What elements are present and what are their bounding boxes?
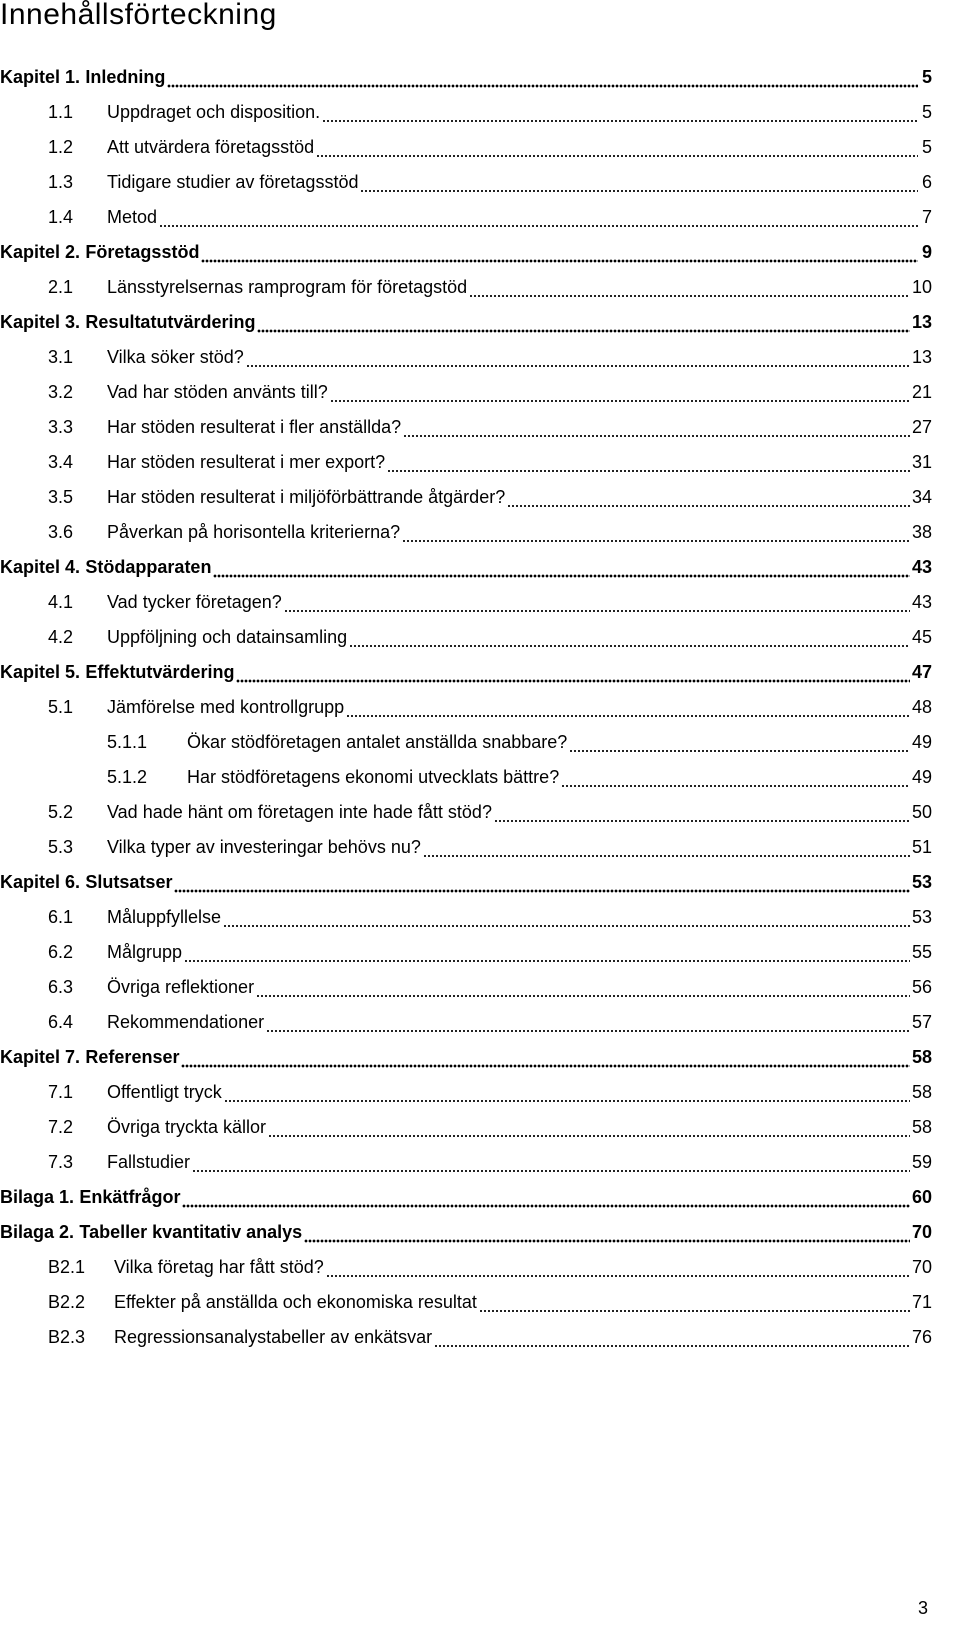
toc-entry-number: 5.1.2 bbox=[107, 767, 148, 787]
toc-section-entry[interactable] bbox=[0, 445, 932, 480]
dot-leader bbox=[349, 634, 910, 648]
toc-entry-number: 1.1 bbox=[48, 102, 74, 122]
dot-leader bbox=[246, 354, 910, 368]
toc-entry-label: Metod bbox=[107, 207, 158, 227]
toc-entry-page: 70 bbox=[911, 1257, 932, 1277]
toc-entry-label: Effekter på anställda och ekonomiska resultat bbox=[114, 1292, 477, 1312]
toc-entry-label: Vilka typer av investeringar behövs nu? bbox=[107, 837, 421, 857]
dot-leader bbox=[402, 529, 910, 543]
toc-entry-page: 5 bbox=[921, 137, 932, 157]
toc-entry-number: 6.4 bbox=[48, 1012, 74, 1032]
toc-entry-page: 43 bbox=[911, 557, 932, 577]
dot-leader bbox=[181, 1054, 909, 1068]
toc-section-entry[interactable] bbox=[0, 1145, 932, 1180]
toc-entry-number: 6.2 bbox=[48, 942, 74, 962]
toc-entry-number: 3.6 bbox=[48, 522, 74, 542]
toc-chapter-entry[interactable] bbox=[0, 865, 932, 900]
toc-entry-number: 7.3 bbox=[48, 1152, 74, 1172]
toc-section-entry[interactable] bbox=[0, 480, 932, 515]
toc-entry-page: 57 bbox=[911, 1012, 932, 1032]
toc-entry-label: Regressionsanalystabeller av enkätsvar bbox=[114, 1327, 433, 1347]
toc-section-entry[interactable] bbox=[0, 270, 932, 305]
toc-entry-number: 3.5 bbox=[48, 487, 74, 507]
toc-entry-page: 58 bbox=[911, 1082, 932, 1102]
toc-entry-page: 9 bbox=[921, 242, 932, 262]
toc-chapter-entry[interactable] bbox=[0, 235, 932, 270]
toc-entry-page: 60 bbox=[911, 1187, 932, 1207]
toc-entry-label: Referenser bbox=[85, 1047, 180, 1067]
dot-leader bbox=[192, 1159, 910, 1173]
toc-section-entry[interactable] bbox=[0, 830, 932, 865]
toc-entry-number: Kapitel 3. bbox=[0, 312, 81, 332]
toc-entry-number: Kapitel 7. bbox=[0, 1047, 81, 1067]
toc-entry-page: 59 bbox=[911, 1152, 932, 1172]
toc-chapter-entry[interactable] bbox=[0, 655, 932, 690]
toc-entry-label: Målgrupp bbox=[107, 942, 183, 962]
page-title: Innehållsförteckning bbox=[0, 0, 277, 31]
dot-leader bbox=[479, 1299, 910, 1313]
toc-entry-label: Offentligt tryck bbox=[107, 1082, 222, 1102]
dot-leader bbox=[182, 1194, 910, 1208]
toc-section-entry[interactable] bbox=[0, 1075, 932, 1110]
toc-section-entry[interactable] bbox=[0, 410, 932, 445]
dot-leader bbox=[257, 319, 910, 333]
toc-entry-number: 5.3 bbox=[48, 837, 74, 857]
toc-entry-number: 4.2 bbox=[48, 627, 74, 647]
toc-section-entry[interactable] bbox=[0, 1285, 932, 1320]
dot-leader bbox=[236, 669, 910, 683]
toc-entry-page: 31 bbox=[911, 452, 932, 472]
toc-entry-number: 6.1 bbox=[48, 907, 74, 927]
dot-leader bbox=[256, 984, 910, 998]
toc-entry-number: 5.1.1 bbox=[107, 732, 148, 752]
toc-entry-page: 47 bbox=[911, 662, 932, 682]
toc-entry-number: B2.1 bbox=[48, 1257, 86, 1277]
toc-entry-label: Fallstudier bbox=[107, 1152, 191, 1172]
dot-leader bbox=[167, 74, 918, 88]
toc-section-entry[interactable] bbox=[0, 515, 932, 550]
toc-entry-page: 45 bbox=[911, 627, 932, 647]
toc-entry-page: 10 bbox=[911, 277, 932, 297]
toc-entry-label: Företagsstöd bbox=[85, 242, 200, 262]
toc-entry-page: 70 bbox=[911, 1222, 932, 1242]
toc-entry-number: 7.2 bbox=[48, 1117, 74, 1137]
toc-section-entry[interactable] bbox=[0, 375, 932, 410]
toc-entry-page: 49 bbox=[911, 732, 932, 752]
toc-entry-number: 3.3 bbox=[48, 417, 74, 437]
table-of-contents bbox=[0, 60, 932, 1355]
toc-entry-page: 53 bbox=[911, 907, 932, 927]
dot-leader bbox=[322, 109, 918, 123]
dot-leader bbox=[184, 949, 910, 963]
toc-entry-label: Har stöden resulterat i miljöförbättrande åtgärder? bbox=[107, 487, 506, 507]
toc-section-entry[interactable] bbox=[0, 690, 932, 725]
toc-entry-label: Uppföljning och datainsamling bbox=[107, 627, 348, 647]
dot-leader bbox=[330, 389, 910, 403]
dot-leader bbox=[469, 284, 910, 298]
dot-leader bbox=[213, 564, 910, 578]
toc-entry-label: Har stöden resulterat i mer export? bbox=[107, 452, 386, 472]
toc-entry-page: 53 bbox=[911, 872, 932, 892]
dot-leader bbox=[223, 914, 910, 928]
toc-section-entry[interactable] bbox=[0, 1320, 932, 1355]
toc-entry-label: Vad tycker företagen? bbox=[107, 592, 282, 612]
toc-entry-page: 55 bbox=[911, 942, 932, 962]
toc-section-entry[interactable] bbox=[0, 1005, 932, 1040]
toc-entry-page: 27 bbox=[911, 417, 932, 437]
toc-entry-number: Kapitel 4. bbox=[0, 557, 81, 577]
toc-entry-number: Kapitel 5. bbox=[0, 662, 81, 682]
toc-entry-page: 50 bbox=[911, 802, 932, 822]
toc-entry-page: 58 bbox=[911, 1047, 932, 1067]
toc-entry-number: B2.3 bbox=[48, 1327, 86, 1347]
toc-entry-page: 5 bbox=[921, 67, 932, 87]
toc-subsection-entry[interactable] bbox=[0, 725, 932, 760]
toc-entry-page: 21 bbox=[911, 382, 932, 402]
dot-leader bbox=[346, 704, 910, 718]
toc-entry-page: 51 bbox=[911, 837, 932, 857]
toc-entry-number: 1.2 bbox=[48, 137, 74, 157]
toc-entry-page: 5 bbox=[921, 102, 932, 122]
toc-entry-number: 1.4 bbox=[48, 207, 74, 227]
page-number: 3 bbox=[917, 1598, 928, 1618]
toc-section-entry[interactable] bbox=[0, 1110, 932, 1145]
toc-entry-label: Enkätfrågor bbox=[79, 1187, 181, 1207]
dot-leader bbox=[224, 1089, 910, 1103]
toc-entry-number: Bilaga 2. bbox=[0, 1222, 75, 1242]
toc-entry-page: 56 bbox=[911, 977, 932, 997]
toc-chapter-entry[interactable] bbox=[0, 60, 932, 95]
dot-leader bbox=[387, 459, 910, 473]
toc-chapter-entry[interactable] bbox=[0, 1180, 932, 1215]
toc-entry-page: 48 bbox=[911, 697, 932, 717]
dot-leader bbox=[304, 1229, 910, 1243]
toc-entry-page: 76 bbox=[911, 1327, 932, 1347]
toc-chapter-entry[interactable] bbox=[0, 550, 932, 585]
toc-section-entry[interactable] bbox=[0, 620, 932, 655]
toc-entry-label: Jämförelse med kontrollgrupp bbox=[107, 697, 345, 717]
toc-entry-page: 43 bbox=[911, 592, 932, 612]
toc-entry-label: Länsstyrelsernas ramprogram för företagstöd bbox=[107, 277, 468, 297]
toc-entry-number: 6.3 bbox=[48, 977, 74, 997]
toc-entry-label: Att utvärdera företagsstöd bbox=[107, 137, 315, 157]
toc-section-entry[interactable] bbox=[0, 165, 932, 200]
toc-section-entry[interactable] bbox=[0, 970, 932, 1005]
toc-entry-number: Bilaga 1. bbox=[0, 1187, 75, 1207]
toc-entry-label: Vad hade hänt om företagen inte hade fått stöd? bbox=[107, 802, 492, 822]
toc-entry-number: 3.1 bbox=[48, 347, 74, 367]
toc-entry-label: Vilka söker stöd? bbox=[107, 347, 244, 367]
toc-entry-page: 34 bbox=[911, 487, 932, 507]
toc-entry-label: Påverkan på horisontella kriterierna? bbox=[107, 522, 401, 542]
dot-leader bbox=[326, 1264, 910, 1278]
toc-entry-label: Effektutvärdering bbox=[85, 662, 235, 682]
toc-entry-number: 1.3 bbox=[48, 172, 74, 192]
toc-entry-label: Inledning bbox=[85, 67, 166, 87]
dot-leader bbox=[569, 739, 910, 753]
toc-entry-number: B2.2 bbox=[48, 1292, 86, 1312]
toc-section-entry[interactable] bbox=[0, 900, 932, 935]
toc-section-entry[interactable] bbox=[0, 935, 932, 970]
toc-entry-label: Ökar stödföretagen antalet anställda snabbare? bbox=[187, 732, 568, 752]
dot-leader bbox=[360, 179, 918, 193]
toc-entry-number: 7.1 bbox=[48, 1082, 74, 1102]
dot-leader bbox=[268, 1124, 910, 1138]
toc-entry-page: 6 bbox=[921, 172, 932, 192]
toc-entry-label: Vilka företag har fått stöd? bbox=[114, 1257, 324, 1277]
toc-entry-page: 7 bbox=[921, 207, 932, 227]
toc-entry-number: Kapitel 2. bbox=[0, 242, 81, 262]
toc-section-entry[interactable] bbox=[0, 95, 932, 130]
toc-entry-label: Resultatutvärdering bbox=[85, 312, 256, 332]
dot-leader bbox=[159, 214, 918, 228]
toc-entry-label: Tidigare studier av företagsstöd bbox=[107, 172, 359, 192]
toc-chapter-entry[interactable] bbox=[0, 1040, 932, 1075]
toc-entry-page: 13 bbox=[911, 312, 932, 332]
toc-subsection-entry[interactable] bbox=[0, 760, 932, 795]
toc-chapter-entry[interactable] bbox=[0, 305, 932, 340]
toc-chapter-entry[interactable] bbox=[0, 1215, 932, 1250]
toc-entry-page: 71 bbox=[911, 1292, 932, 1312]
toc-entry-number: 5.2 bbox=[48, 802, 74, 822]
toc-entry-label: Måluppfyllelse bbox=[107, 907, 222, 927]
toc-section-entry[interactable] bbox=[0, 200, 932, 235]
toc-entry-number: 4.1 bbox=[48, 592, 74, 612]
dot-leader bbox=[201, 249, 918, 263]
toc-entry-page: 38 bbox=[911, 522, 932, 542]
toc-entry-label: Övriga reflektioner bbox=[107, 977, 255, 997]
toc-entry-label: Övriga tryckta källor bbox=[107, 1117, 267, 1137]
dot-leader bbox=[494, 809, 910, 823]
toc-entry-number: 3.4 bbox=[48, 452, 74, 472]
toc-section-entry[interactable] bbox=[0, 1250, 932, 1285]
dot-leader bbox=[423, 844, 910, 858]
toc-section-entry[interactable] bbox=[0, 585, 932, 620]
toc-entry-number: 3.2 bbox=[48, 382, 74, 402]
dot-leader bbox=[507, 494, 910, 508]
toc-entry-label: Uppdraget och disposition. bbox=[107, 102, 321, 122]
toc-entry-page: 49 bbox=[911, 767, 932, 787]
toc-section-entry[interactable] bbox=[0, 795, 932, 830]
dot-leader bbox=[284, 599, 910, 613]
dot-leader bbox=[174, 879, 910, 893]
toc-entry-page: 58 bbox=[911, 1117, 932, 1137]
toc-section-entry[interactable] bbox=[0, 130, 932, 165]
dot-leader bbox=[316, 144, 918, 158]
toc-entry-number: Kapitel 6. bbox=[0, 872, 81, 892]
dot-leader bbox=[266, 1019, 910, 1033]
toc-entry-label: Har stödföretagens ekonomi utvecklats bättre? bbox=[187, 767, 560, 787]
toc-entry-label: Rekommendationer bbox=[107, 1012, 265, 1032]
toc-entry-label: Slutsatser bbox=[85, 872, 173, 892]
toc-entry-page: 13 bbox=[911, 347, 932, 367]
toc-entry-label: Tabeller kvantitativ analys bbox=[79, 1222, 303, 1242]
toc-entry-number: 2.1 bbox=[48, 277, 74, 297]
dot-leader bbox=[561, 774, 910, 788]
toc-section-entry[interactable] bbox=[0, 340, 932, 375]
toc-entry-label: Stödapparaten bbox=[85, 557, 212, 577]
toc-entry-number: 5.1 bbox=[48, 697, 74, 717]
dot-leader bbox=[434, 1334, 910, 1348]
toc-entry-number: Kapitel 1. bbox=[0, 67, 81, 87]
toc-entry-label: Har stöden resulterat i fler anställda? bbox=[107, 417, 402, 437]
toc-entry-label: Vad har stöden använts till? bbox=[107, 382, 328, 402]
dot-leader bbox=[403, 424, 910, 438]
